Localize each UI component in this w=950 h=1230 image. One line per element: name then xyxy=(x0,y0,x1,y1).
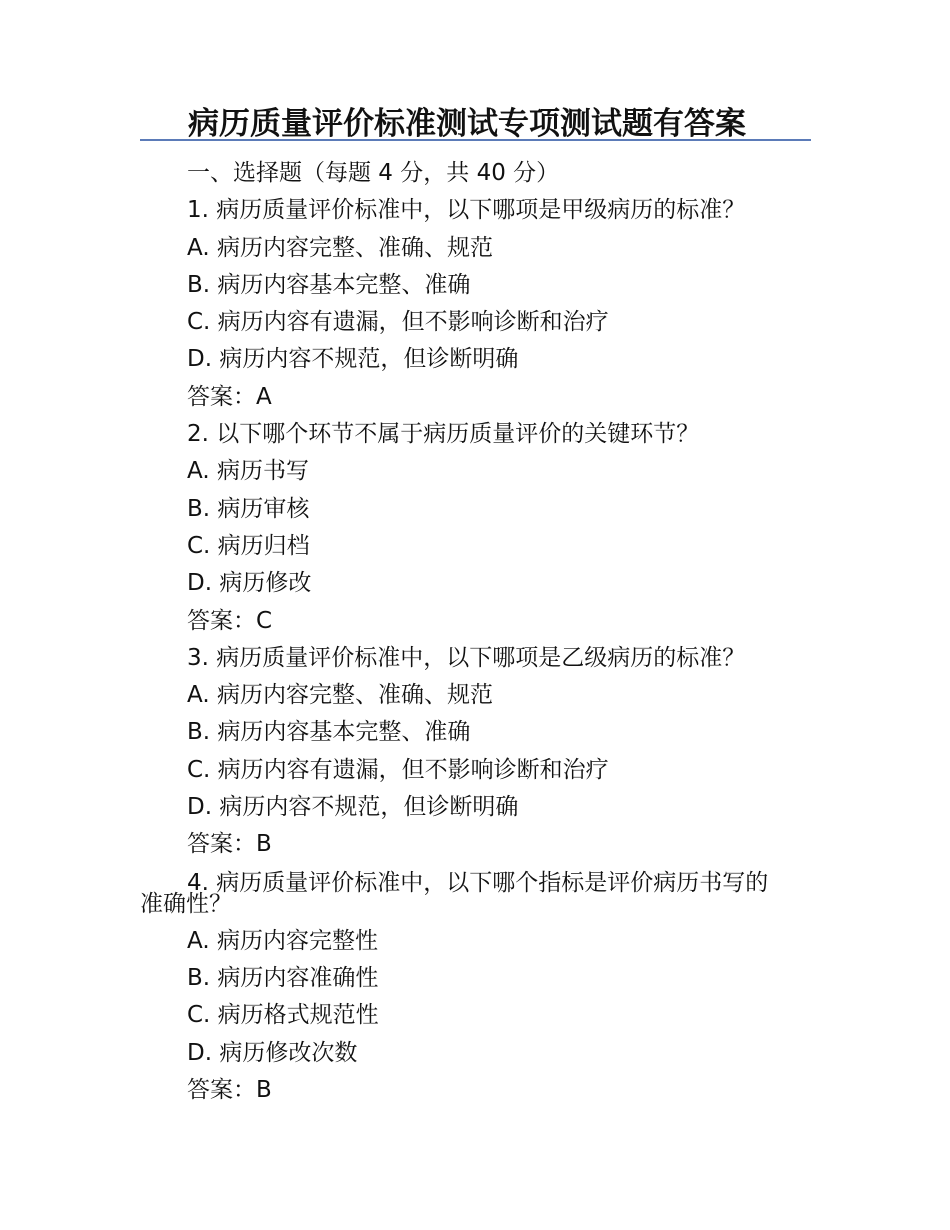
option-d: D. 病历内容不规范，但诊断明确 xyxy=(187,346,519,373)
option-b: B. 病历内容基本完整、准确 xyxy=(187,271,471,298)
option-a: A. 病历内容完整、准确、规范 xyxy=(187,682,493,709)
answer: 答案：B xyxy=(187,831,272,858)
question-4 xyxy=(0,864,950,1109)
answer: 答案：A xyxy=(187,383,272,410)
option-d: D. 病历内容不规范，但诊断明确 xyxy=(187,794,519,821)
question-3 xyxy=(0,640,950,864)
option-c: C. 病历格式规范性 xyxy=(187,1002,379,1029)
question-2 xyxy=(0,416,950,640)
question-stem: 1. 病历质量评价标准中，以下哪项是甲级病历的标准？ xyxy=(187,197,746,224)
question-stem: 4. 病历质量评价标准中，以下哪个指标是评价病历书写的 xyxy=(187,869,769,896)
title-underline xyxy=(140,139,811,141)
option-c: C. 病历内容有遗漏，但不影响诊断和治疗 xyxy=(187,756,609,783)
option-d: D. 病历修改 xyxy=(187,570,312,597)
option-d: D. 病历修改次数 xyxy=(187,1039,358,1066)
document-body xyxy=(0,155,950,1109)
option-a: A. 病历书写 xyxy=(187,458,309,485)
question-stem-continuation: 准确性？ xyxy=(140,890,232,917)
answer: 答案：C xyxy=(187,607,273,634)
option-a: A. 病历内容完整、准确、规范 xyxy=(187,234,493,261)
document-title: 病历质量评价标准测试专项测试题有答案 xyxy=(188,106,746,142)
question-stem: 2. 以下哪个环节不属于病历质量评价的关键环节？ xyxy=(187,421,700,448)
option-b: B. 病历审核 xyxy=(187,495,310,522)
answer: 答案：B xyxy=(187,1076,272,1103)
option-b: B. 病历内容准确性 xyxy=(187,964,379,991)
question-stem: 3. 病历质量评价标准中，以下哪项是乙级病历的标准？ xyxy=(187,644,746,671)
question-1 xyxy=(0,192,950,416)
option-a: A. 病历内容完整性 xyxy=(187,927,378,954)
section-heading: 一、选择题（每题 4 分，共 40 分） xyxy=(187,160,560,186)
option-b: B. 病历内容基本完整、准确 xyxy=(187,719,471,746)
option-c: C. 病历归档 xyxy=(187,532,310,559)
option-c: C. 病历内容有遗漏，但不影响诊断和治疗 xyxy=(187,309,609,336)
